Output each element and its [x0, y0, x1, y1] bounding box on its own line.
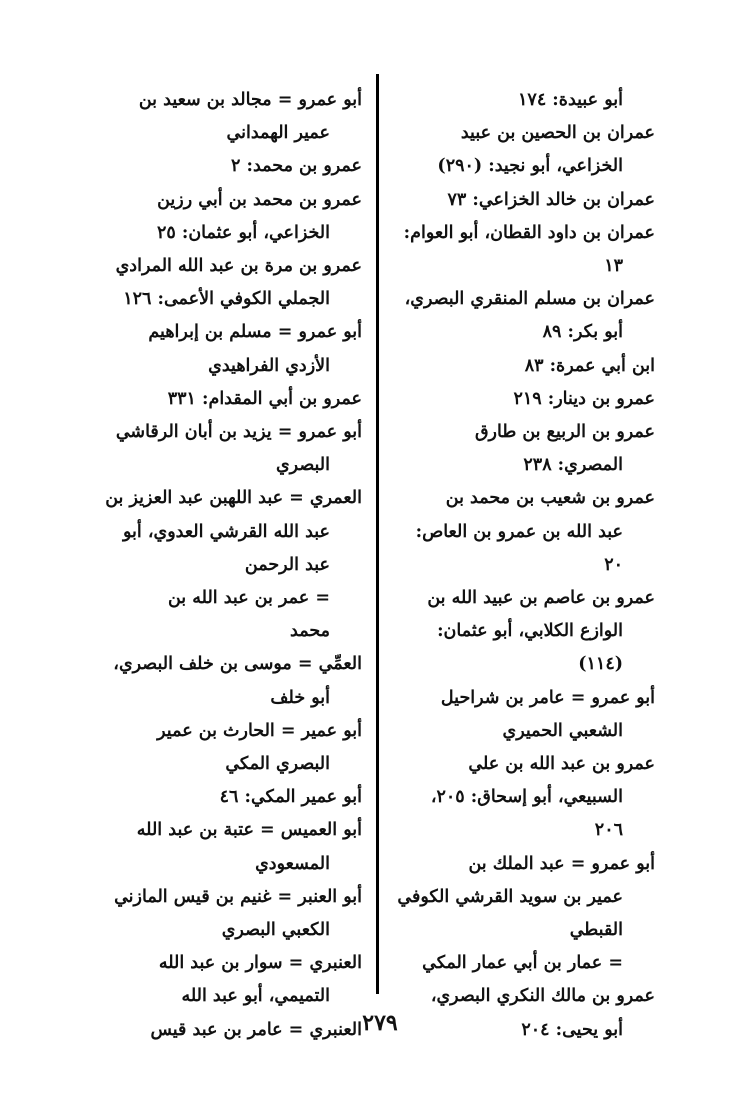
index-entry-line: أبو عمير المكي: ٤٦ [219, 787, 362, 808]
index-entry-line: أبو عمرو = يزيد بن أبان الرقاشي [115, 422, 362, 443]
index-entry-line: عمران بن خالد الخزاعي: ٧٣ [447, 189, 655, 210]
index-entry-line: ابن أبي عمرة: ٨٣ [524, 355, 655, 376]
index-entry-line: البصري [275, 455, 330, 476]
index-entry-line: العمِّي = موسى بن خلف البصري، [113, 654, 362, 675]
index-entry-line: أبو عمرو = مسلم بن إبراهيم [148, 322, 362, 343]
index-entry-line: المصري: ٢٣٨ [523, 455, 623, 476]
index-entry-line: أبو بكر: ٨٩ [542, 322, 623, 343]
index-entry-line: عبد الله بن عمرو بن العاص: [415, 521, 623, 542]
index-entry-line: = عمر بن عبد الله بن [167, 588, 330, 609]
index-entry-line: التميمي، أبو عبد الله [181, 986, 330, 1007]
index-entry-line: أبو عمرو = مجالد بن سعيد بن [138, 90, 362, 110]
index-entry-line: ٢٠٦ [594, 820, 623, 841]
index-entry-line: محمد [290, 621, 330, 642]
index-entry-line: أبو عبيدة: ١٧٤ [518, 90, 623, 110]
index-entry-line: عمران بن الحصين بن عبيد [460, 123, 655, 144]
index-entry-line: الوازع الكلابي، أبو عثمان: [437, 621, 623, 642]
index-entry-line: (١١٤) [578, 654, 623, 675]
index-entry-line: البصري المكي [225, 754, 330, 775]
index-entry-line: عمرو بن عبد الله بن علي [468, 754, 655, 775]
index-entry-line: أبو يحيى: ٢٠٤ [521, 1019, 623, 1040]
index-entry-line: القبطي [569, 920, 623, 941]
index-entry-line: عمرو بن عاصم بن عبيد الله بن [427, 588, 655, 609]
index-entry-line: أبو عمير = الحارث بن عمير [157, 720, 362, 741]
index-entry-line: عمران بن داود القطان، أبو العوام: [403, 222, 655, 243]
index-entry-line: أبو عمرو = عبد الملك بن [468, 853, 655, 874]
index-entry-line: عمرو بن دينار: ٢١٩ [513, 388, 655, 409]
index-entry-line: العمري = عبد اللهبن عبد العزيز بن [105, 488, 362, 509]
index-column-left [100, 84, 362, 1047]
index-entry-line: عمرو بن الربيع بن طارق [474, 422, 655, 443]
index-entry-line: عمير الهمداني [226, 123, 330, 144]
index-entry-line: عمران بن مسلم المنقري البصري، [404, 289, 655, 310]
index-entry-line: أبو خلف [270, 687, 330, 708]
page-number: ٢٧٩ [362, 1010, 398, 1036]
index-entry-line: عمرو بن مالك النكري البصري، [430, 986, 655, 1007]
index-entry-line: المسعودي [255, 853, 330, 874]
index-entry-line: عبد الله القرشي العدوي، أبو [123, 521, 330, 542]
index-entry-line: عمير بن سويد القرشي الكوفي [397, 886, 623, 907]
index-column-right [393, 84, 655, 1047]
index-entry-line: ١٣ [604, 256, 623, 277]
index-entry-line: عمرو بن مرة بن عبد الله المرادي [115, 256, 362, 277]
index-entry-line: الجملي الكوفي الأعمى: ١٢٦ [123, 289, 330, 310]
index-entry-line: أبو العنبر = غنيم بن قيس المازني [114, 886, 362, 907]
index-entry-line: عمرو بن محمد بن أبي رزين [157, 189, 362, 210]
index-entry-line: الخزاعي، أبو عثمان: ٢٥ [156, 222, 330, 243]
index-entry-line: = عمار بن أبي عمار المكي [422, 953, 623, 974]
index-entry-line: الشعبي الحميري [502, 720, 623, 741]
index-entry-line: ٢٠ [604, 554, 623, 575]
index-entry-line: عمرو بن محمد: ٢ [231, 156, 362, 177]
index-entry-line: أبو العميس = عتبة بن عبد الله [136, 820, 362, 841]
index-entry-line: عمرو بن أبي المقدام: ٣٣١ [167, 388, 362, 409]
index-entry-line: الخزاعي، أبو نجيد: (٢٩٠) [437, 156, 623, 177]
index-entry-line: عبد الرحمن [244, 554, 330, 575]
index-entry-line: أبو عمرو = عامر بن شراحيل [440, 687, 655, 708]
column-divider [376, 74, 379, 994]
index-entry-line: عمرو بن شعيب بن محمد بن [445, 488, 655, 509]
index-entry-line: العنبري = عامر بن عبد قيس [150, 1019, 362, 1040]
index-entry-line: العنبري = سوار بن عبد الله [158, 953, 362, 974]
index-entry-line: الأزدي الفراهيدي [208, 355, 330, 376]
index-entry-line: السبيعي، أبو إسحاق: ٢٠٥، [430, 787, 623, 808]
index-entry-line: الكعبي البصري [221, 920, 330, 941]
